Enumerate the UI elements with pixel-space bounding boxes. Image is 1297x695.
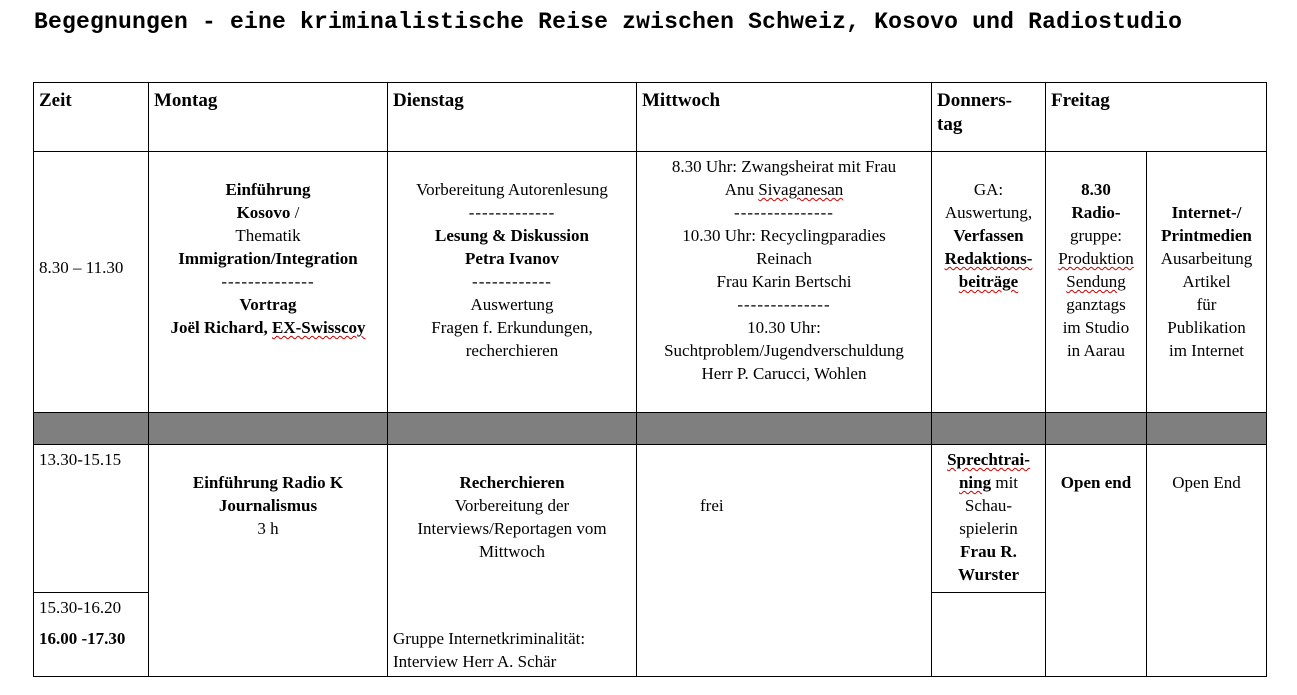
donnerstag-auswertung: Auswertung, xyxy=(944,203,1033,222)
document-title: Begegnungen - eine kriminalistische Reise zwischen Schweiz, Kosovo und Radiostudio xyxy=(34,9,1183,35)
freitag-im-internet: im Internet xyxy=(1168,341,1245,360)
dienstag-separator-1: ------------- xyxy=(468,203,556,222)
header-donnerstag-part2: tag xyxy=(937,114,963,135)
header-mittwoch: Mittwoch xyxy=(637,83,932,152)
morning-freitag-radio-cell xyxy=(1046,152,1147,413)
donnerstag-redaktions: Redaktions- xyxy=(944,249,1033,268)
schedule-table xyxy=(33,82,1267,677)
header-montag: Montag xyxy=(149,83,388,152)
freitag-fuer: für xyxy=(1196,295,1217,314)
lunch-cell xyxy=(1147,413,1267,445)
donnerstag-wurster: Wurster xyxy=(957,565,1020,584)
dienstag-recherchieren: recherchieren xyxy=(465,341,559,360)
freitag-printmedien: Printmedien xyxy=(1161,226,1252,245)
afternoon-dienstag-cell xyxy=(388,445,637,677)
montag-vortrag: Vortrag xyxy=(239,295,297,314)
montag-einfuehrung: Einführung xyxy=(225,180,311,199)
freitag-sendung: Sendung xyxy=(1066,272,1126,291)
dienstag-author: Petra Ivanov xyxy=(465,249,559,268)
dienstag-vorbereitung: Vorbereitung Autorenlesung xyxy=(416,180,608,199)
mittwoch-recycling: 10.30 Uhr: Recyclingparadies xyxy=(682,226,886,245)
mittwoch-sivaganesan: Sivaganesan xyxy=(758,180,844,199)
header-dienstag: Dienstag xyxy=(388,83,637,152)
lunch-break-row xyxy=(34,413,1267,445)
freitag-gruppe: gruppe: xyxy=(1070,226,1122,245)
dienstag-recherchieren-title: Recherchieren xyxy=(459,473,565,492)
freitag-ausarbeitung: Ausarbeitung xyxy=(1160,249,1253,268)
mittwoch-suchtproblem: Suchtproblem/Jugendverschuldung xyxy=(664,341,904,360)
montag-slash: / xyxy=(290,203,300,222)
dienstag-separator-2: ------------ xyxy=(472,272,552,291)
header-donnerstag-part1: Donners- xyxy=(937,90,1012,111)
montag-journalismus: Journalismus xyxy=(218,496,318,515)
lunch-cell xyxy=(388,413,637,445)
montag-kosovo: Kosovo xyxy=(236,203,291,222)
header-row xyxy=(34,83,1267,152)
donnerstag-frau-r: Frau R. xyxy=(960,542,1017,561)
lunch-cell xyxy=(932,413,1046,445)
mittwoch-separator-1: --------------- xyxy=(734,203,834,222)
montag-speaker: Joël Richard, xyxy=(170,318,272,337)
mittwoch-reinach: Reinach xyxy=(756,249,812,268)
freitag-radio-time: 8.30 xyxy=(1081,180,1111,199)
mittwoch-bertschi: Frau Karin Bertschi xyxy=(716,272,852,291)
montag-swisscoy: EX-Swisscoy xyxy=(272,318,366,337)
afternoon-donnerstag-cell xyxy=(932,445,1046,593)
freitag-internet: Internet-/ xyxy=(1171,203,1242,222)
freitag-ganztags: ganztags xyxy=(1066,295,1126,314)
lunch-cell xyxy=(149,413,388,445)
montag-duration: 3 h xyxy=(257,519,279,538)
donnerstag-schau: Schau- xyxy=(964,496,1013,515)
montag-radio-k: Einführung Radio K xyxy=(192,473,344,492)
lunch-cell xyxy=(1046,413,1147,445)
dienstag-fragen: Fragen f. Erkundungen, xyxy=(431,318,593,337)
dienstag-gruppe-internet: Gruppe Internetkriminalität: xyxy=(393,629,586,648)
header-freitag: Freitag xyxy=(1046,83,1267,152)
freitag-in-aarau: in Aarau xyxy=(1066,341,1126,360)
morning-row xyxy=(34,152,1267,413)
afternoon-mittwoch-cell: frei xyxy=(637,445,932,677)
donnerstag-spielerin: spielerin xyxy=(959,519,1018,538)
morning-mittwoch-cell xyxy=(637,152,932,413)
morning-donnerstag-cell xyxy=(932,152,1046,413)
mittwoch-anu: Anu xyxy=(724,180,759,199)
afternoon-freitag-radio-cell: Open end xyxy=(1046,445,1147,677)
montag-thematik: Thematik xyxy=(235,226,301,245)
dienstag-interview-schaer: Interview Herr A. Schär xyxy=(393,652,557,671)
dienstag-auswertung: Auswertung xyxy=(470,295,554,314)
afternoon-time-cell-2 xyxy=(34,593,149,677)
donnerstag-ning: ning xyxy=(958,473,992,492)
afternoon-time-2: 15.30-16.20 xyxy=(39,598,122,617)
freitag-publikation: Publikation xyxy=(1167,318,1246,337)
donnerstag-mit: mit xyxy=(991,473,1019,492)
afternoon-row-1 xyxy=(34,445,1267,593)
dienstag-lesung: Lesung & Diskussion xyxy=(434,226,589,245)
montag-separator: -------------- xyxy=(221,272,315,291)
lunch-cell xyxy=(34,413,149,445)
freitag-produktion: Produktion xyxy=(1058,249,1134,268)
dienstag-mittwoch: Mittwoch xyxy=(478,542,546,561)
donnerstag-ga: GA: xyxy=(973,180,1004,199)
header-donnerstag xyxy=(932,83,1046,152)
donnerstag-verfassen: Verfassen xyxy=(953,226,1024,245)
dienstag-interviews: Interviews/Reportagen vom xyxy=(417,519,607,538)
lunch-cell xyxy=(637,413,932,445)
morning-time: 8.30 – 11.30 xyxy=(34,152,149,413)
mittwoch-zwangsheirat: 8.30 Uhr: Zwangsheirat mit Frau xyxy=(671,157,897,176)
morning-dienstag-cell xyxy=(388,152,637,413)
dienstag-vorbereitung-der: Vorbereitung der xyxy=(454,496,570,515)
montag-immigration: Immigration/Integration xyxy=(178,249,358,268)
mittwoch-carucci: Herr P. Carucci, Wohlen xyxy=(701,364,867,383)
afternoon-donnerstag-empty xyxy=(932,593,1046,677)
freitag-im-studio: im Studio xyxy=(1062,318,1130,337)
morning-montag-cell xyxy=(149,152,388,413)
afternoon-freitag-internet-cell: Open End xyxy=(1147,445,1267,677)
mittwoch-separator-2: -------------- xyxy=(737,295,831,314)
mittwoch-time-1030: 10.30 Uhr: xyxy=(747,318,821,337)
afternoon-time-1: 13.30-15.15 xyxy=(34,445,149,593)
afternoon-montag-cell xyxy=(149,445,388,677)
header-zeit: Zeit xyxy=(34,83,149,152)
morning-freitag-internet-cell xyxy=(1147,152,1267,413)
donnerstag-beitraege: beiträge xyxy=(958,272,1019,291)
donnerstag-sprechtraining: Sprechtrai- xyxy=(947,450,1030,469)
freitag-radio: Radio- xyxy=(1071,203,1121,222)
afternoon-time-3: 16.00 -17.30 xyxy=(39,629,126,648)
freitag-artikel: Artikel xyxy=(1182,272,1231,291)
